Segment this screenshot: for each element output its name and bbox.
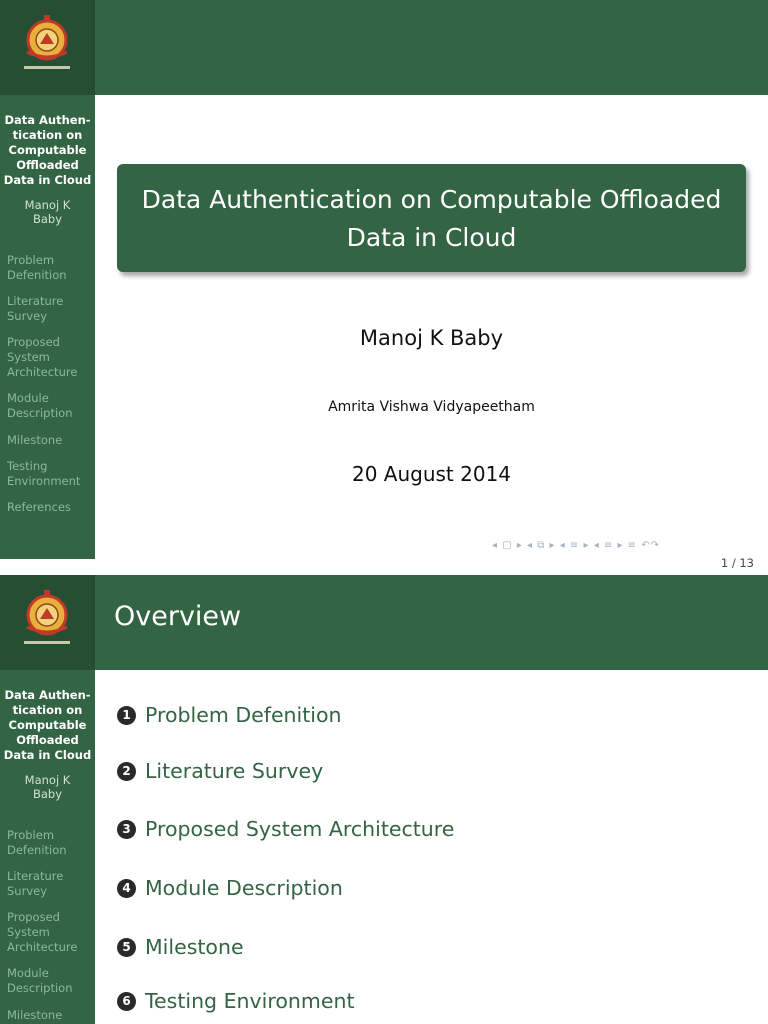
sidebar-item-milestone[interactable] xyxy=(7,1008,93,1023)
header-bar xyxy=(95,0,768,95)
sidebar-item-label: Defenition xyxy=(7,843,67,857)
toc-number-badge: 4 xyxy=(117,879,136,898)
sidebar-item-label: Testing xyxy=(7,459,48,473)
university-emblem-icon xyxy=(0,0,95,95)
sidebar-item-label: Description xyxy=(7,406,73,420)
sidebar-item-milestone[interactable] xyxy=(7,433,93,448)
presentation-date: 20 August 2014 xyxy=(351,462,512,486)
toc-item-label: Problem Defenition xyxy=(145,703,342,727)
toc-item-milestone[interactable] xyxy=(117,935,244,959)
sidebar-item-proposed-system-architecture[interactable] xyxy=(7,335,93,380)
sidebar-item-label: Problem xyxy=(7,828,55,842)
toc-item-label: Testing Environment xyxy=(145,989,355,1013)
sidebar-item-problem-defenition[interactable] xyxy=(7,828,93,858)
sidebar-title-line: Offloaded xyxy=(16,158,79,172)
sidebar-author xyxy=(2,773,93,801)
sidebar-author xyxy=(2,198,93,226)
sidebar-title-line: Data Authen- xyxy=(4,113,91,127)
sidebar-item-label: References xyxy=(7,500,71,514)
header-bar xyxy=(95,575,768,670)
sidebar-item-literature-survey[interactable] xyxy=(7,294,93,324)
sidebar xyxy=(0,95,95,559)
sidebar-item-label: Environment xyxy=(7,474,81,488)
sidebar-item-label: Module xyxy=(7,966,49,980)
beamer-navigation-controls[interactable]: ◂ ▢ ▸ ◂ ⧉ ▸ ◂ ≡ ▸ ◂ ≡ ▸ ≡ ↶↷ xyxy=(492,540,660,551)
sidebar-item-module-description[interactable] xyxy=(7,391,93,421)
sidebar-title-line: Data in Cloud xyxy=(3,748,92,762)
sidebar-item-label: Description xyxy=(7,981,73,995)
sidebar-item-label: Problem xyxy=(7,253,55,267)
sidebar-item-testing-environment[interactable] xyxy=(7,459,93,489)
sidebar-item-label: Literature xyxy=(7,869,64,883)
logo-box xyxy=(0,0,95,95)
sidebar-item-label: Architecture xyxy=(7,940,78,954)
sidebar-item-literature-survey[interactable] xyxy=(7,869,93,899)
sidebar-author-line: Baby xyxy=(32,212,63,226)
toc-item-label: Proposed System Architecture xyxy=(145,817,455,841)
sidebar-item-module-description[interactable] xyxy=(7,966,93,996)
sidebar-item-problem-defenition[interactable] xyxy=(7,253,93,283)
toc-number-badge: 1 xyxy=(117,706,136,725)
toc-item-proposed-system-architecture[interactable] xyxy=(117,817,454,841)
sidebar-item-label: Literature xyxy=(7,294,64,308)
page-number: 1 / 13 xyxy=(720,556,754,570)
sidebar-item-label: Proposed xyxy=(7,335,60,349)
sidebar-item-label: System xyxy=(7,925,50,939)
sidebar-item-label: Milestone xyxy=(7,1008,63,1022)
overview-slide xyxy=(0,575,768,1024)
sidebar-item-references[interactable] xyxy=(7,500,93,515)
university-emblem-icon xyxy=(0,575,95,670)
presentation-title-line: Data in Cloud xyxy=(346,223,517,252)
presentation-title-box xyxy=(117,164,746,272)
sidebar-author-line: Manoj K xyxy=(24,198,71,212)
toc-number-badge: 6 xyxy=(117,992,136,1011)
sidebar-title-line: Computable xyxy=(8,143,87,157)
sidebar-title-line: Data Authen- xyxy=(4,688,91,702)
toc-item-module-description[interactable] xyxy=(117,876,343,900)
toc-number-badge: 2 xyxy=(117,762,136,781)
sidebar-item-label: Milestone xyxy=(7,433,63,447)
sidebar-title-line: Offloaded xyxy=(16,733,79,747)
toc-item-label: Milestone xyxy=(145,935,244,959)
sidebar-title-line: tication on xyxy=(12,703,83,717)
sidebar-item-proposed-system-architecture[interactable] xyxy=(7,910,93,955)
toc-item-problem-defenition[interactable] xyxy=(117,703,342,727)
sidebar-item-label: Survey xyxy=(7,309,48,323)
sidebar-author-line: Baby xyxy=(32,787,63,801)
sidebar-title-line: Computable xyxy=(8,718,87,732)
toc-item-literature-survey[interactable] xyxy=(117,759,323,783)
sidebar xyxy=(0,670,95,1024)
toc-number-badge: 3 xyxy=(117,820,136,839)
institute-name: Amrita Vishwa Vidyapeetham xyxy=(328,399,535,415)
sidebar-item-label: Proposed xyxy=(7,910,60,924)
frame-title: Overview xyxy=(114,601,242,632)
toc-number-badge: 5 xyxy=(117,938,136,957)
presentation-title-line: Data Authentication on Computable Offloaded xyxy=(141,185,722,214)
toc-item-label: Literature Survey xyxy=(145,759,324,783)
sidebar-title-line: Data in Cloud xyxy=(3,173,92,187)
author-name: Manoj K Baby xyxy=(359,326,504,350)
sidebar-title[interactable] xyxy=(2,688,93,763)
sidebar-title[interactable] xyxy=(2,113,93,188)
toc-item-label: Module Description xyxy=(145,876,343,900)
sidebar-author-line: Manoj K xyxy=(24,773,71,787)
sidebar-title-line: tication on xyxy=(12,128,83,142)
logo-box xyxy=(0,575,95,670)
sidebar-item-label: System xyxy=(7,350,50,364)
toc-item-testing-environment[interactable] xyxy=(117,989,354,1013)
sidebar-item-label: Architecture xyxy=(7,365,78,379)
sidebar-item-label: Survey xyxy=(7,884,48,898)
sidebar-item-label: Module xyxy=(7,391,49,405)
sidebar-item-label: Defenition xyxy=(7,268,67,282)
